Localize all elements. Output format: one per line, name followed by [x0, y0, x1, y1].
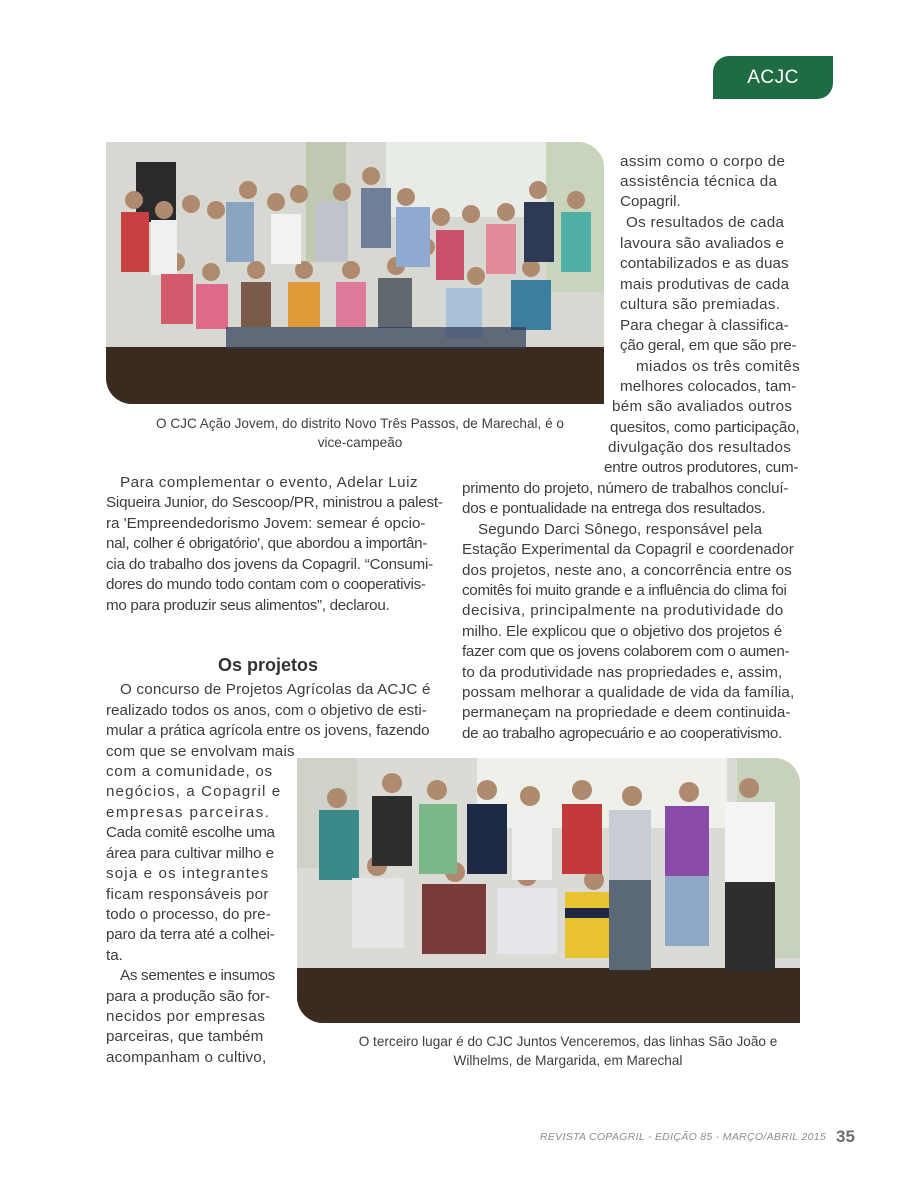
page-number: 35	[836, 1127, 855, 1146]
text-line: nal, colher é obrigatório', que abordou a importân-	[106, 535, 428, 552]
section-tag: ACJC	[713, 56, 833, 99]
text-line: ção geral, em que são pre-	[620, 337, 797, 354]
text-line: mo para produzir seus alimentos”, declarou.	[106, 597, 390, 614]
text-line: comitês foi muito grande e a influência do clima foi	[462, 582, 787, 599]
text-line: dores do mundo todo contam com o cooperativis-	[106, 576, 426, 593]
text-line: soja e os integrantes	[106, 865, 270, 882]
text-line: com a comunidade, os	[106, 763, 273, 780]
text-line: com que se envolvam mais	[106, 743, 295, 760]
text-line: todo o processo, do pre-	[106, 906, 271, 923]
text-line: Siqueira Junior, do Sescoop/PR, ministrou a palest-	[106, 494, 443, 511]
text-line: parceiras, que também	[106, 1028, 264, 1045]
text-line: mular a prática agrícola entre os jovens, fazendo	[106, 722, 430, 739]
text-line: decisiva, principalmente na produtividade do	[462, 602, 784, 619]
page-footer: REVISTA COPAGRIL - EDIÇÃO 85 - MARÇO/ABRIL 2015	[540, 1131, 827, 1143]
text-line: O concurso de Projetos Agrícolas da ACJC é	[120, 681, 431, 698]
text-line: de ao trabalho agropecuário e ao cooperativismo.	[462, 725, 782, 742]
section-heading: Os projetos	[218, 655, 319, 675]
text-line: acompanham o cultivo,	[106, 1049, 267, 1066]
text-line: Copagril.	[620, 193, 681, 210]
text-line: cultura são premiadas.	[620, 296, 781, 313]
text-line: ra 'Empreendedorismo Jovem: semear é opcio-	[106, 515, 426, 532]
text-line: mais produtivas de cada	[620, 276, 790, 293]
text-line: para a produção são for-	[106, 988, 270, 1005]
text-line: permaneçam na propriedade e deem continuida-	[462, 704, 791, 721]
text-line: lavoura são avaliados e	[620, 235, 785, 252]
text-line: Para chegar à classifica-	[620, 317, 789, 334]
text-line: dos e pontualidade na entrega dos resultados.	[462, 500, 766, 517]
text-line: realizado todos os anos, com o objetivo de esti-	[106, 702, 427, 719]
text-line: negócios, a Copagril e	[106, 783, 282, 800]
text-line: Estação Experimental da Copagril e coordenador	[462, 541, 794, 558]
photo2-caption: O terceiro lugar é do CJC Juntos Venceremos, das linhas São João e Wilhelms, de Margarida, em Marechal	[358, 1034, 778, 1068]
text-line: ta.	[106, 947, 123, 964]
text-line: possam melhorar a qualidade de vida da família,	[462, 684, 795, 701]
group-photo-terceiro-lugar	[297, 758, 800, 1023]
group-photo-vice-campeao	[106, 142, 604, 404]
text-line: ficam responsáveis por	[106, 886, 269, 903]
text-line: cia do trabalho dos jovens da Copagril. “Consumi-	[106, 556, 434, 573]
text-line: necidos por empresas	[106, 1008, 266, 1025]
text-line: quesitos, como participação,	[610, 419, 800, 436]
text-line: área para cultivar milho e	[106, 845, 274, 862]
text-line: dos projetos, neste ano, a concorrência entre os	[462, 562, 792, 579]
text-line: to da produtividade nas propriedades e, assim,	[462, 664, 783, 681]
text-line: miados os três comitês	[636, 358, 801, 375]
photo1-caption: O CJC Ação Jovem, do distrito Novo Três Passos, de Marechal, é o vice-campeão	[156, 416, 564, 450]
text-line: paro da terra até a colhei-	[106, 926, 275, 943]
text-line: Para complementar o evento, Adelar Luiz	[120, 474, 419, 491]
text-line: fazer com que os jovens colaborem com o aumen-	[462, 643, 790, 660]
text-line: As sementes e insumos	[120, 967, 275, 984]
text-line: melhores colocados, tam-	[620, 378, 797, 395]
text-line: milho. Ele explicou que o objetivo dos projetos é	[462, 623, 783, 640]
text-line: Cada comitê escolhe uma	[106, 824, 275, 841]
text-line: Os resultados de cada	[626, 214, 785, 231]
text-line: assistência técnica da	[620, 173, 778, 190]
text-line: assim como o corpo de	[620, 153, 786, 170]
text-line: bém são avaliados outros	[612, 398, 793, 415]
text-line: Segundo Darci Sônego, responsável pela	[478, 521, 763, 538]
text-line: divulgação dos resultados	[608, 439, 792, 456]
text-line: empresas parceiras.	[106, 804, 271, 821]
text-line: entre outros produtores, cum-	[604, 459, 799, 476]
text-line: primento do projeto, número de trabalhos concluí-	[462, 480, 789, 497]
text-line: contabilizados e as duas	[620, 255, 789, 272]
